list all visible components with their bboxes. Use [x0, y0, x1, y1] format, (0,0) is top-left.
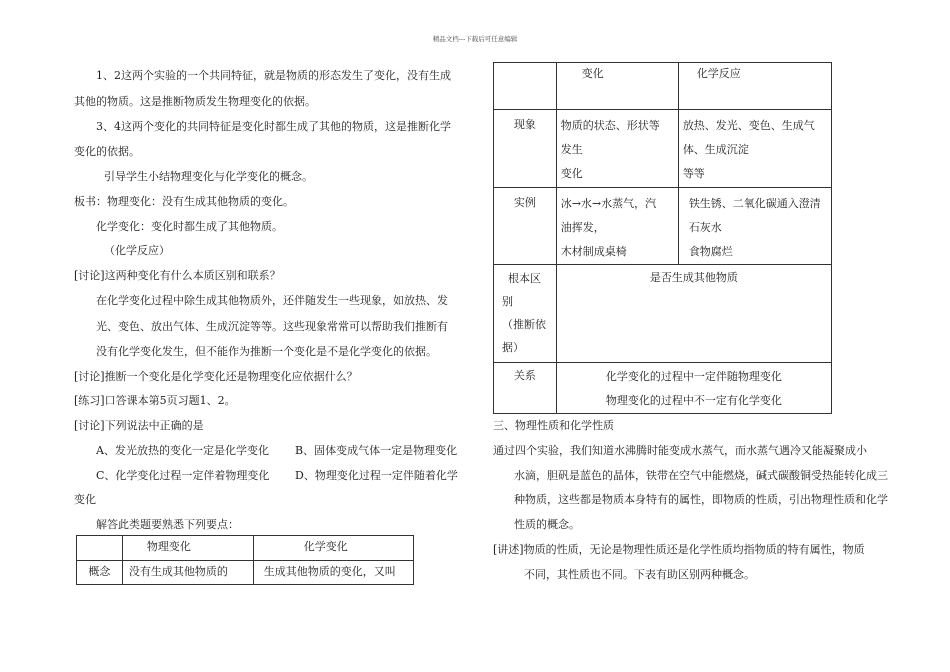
examples-chemical — [678, 188, 831, 265]
narration-line: [讲述]物质的性质，无论是物理性质还是化学性质均指物质的特有属性，物质 — [493, 543, 865, 556]
text-line: 3、4这两个变化的共同特征是变化时都生成了其他的物质，这是推断化学 — [96, 120, 451, 133]
phenomena-chemical — [678, 110, 831, 188]
table-cell: 变化 — [556, 63, 678, 110]
table-cell — [77, 536, 123, 561]
cell-line: 油挥发， — [560, 221, 605, 234]
cell-line: 体、生成沉淀 — [682, 143, 749, 156]
comparison-table — [493, 62, 832, 414]
text-line: 种物质，这些都是物质本身特有的属性，即物质的性质，引出物理性质和化学 — [514, 493, 888, 506]
cell-line: 变化 — [560, 167, 583, 180]
option-d: D、物理变化过程一定伴随着化学 — [295, 469, 458, 482]
cell-line: 放热、发光、变色、生成气 — [682, 119, 815, 132]
cell-line: 冰→水→水蒸气，汽 — [560, 197, 657, 210]
cell-line: 石灰水 — [688, 221, 722, 234]
cell-line: 物质的状态、形状等 — [560, 119, 660, 132]
text-line: 没有化学变化发生，但不能作为推断一个变化是不是化学变化的依据。 — [96, 345, 437, 358]
option-a: A、发光放热的变化一定是化学变化 — [96, 444, 269, 457]
cell-line: 木材制成桌椅 — [560, 245, 627, 258]
cell-line: 食物腐烂 — [688, 245, 733, 258]
text-line: 变化的依据。 — [74, 145, 140, 158]
cell-line: 化学变化的过程中一定伴随物理变化 — [605, 370, 782, 383]
row-label-examples: 实例 — [494, 188, 557, 265]
text-line: 通过四个实验，我们知道水沸腾时能变成水蒸气，而水蒸气遇冷又能凝聚成小 — [493, 444, 867, 457]
row-label-relation: 关系 — [494, 363, 557, 414]
row-label-phenomena: 现象 — [494, 110, 557, 188]
text-line: 其他的物质。这是推断物质发生物理变化的依据。 — [74, 95, 316, 108]
table-cell: 化学反应 — [678, 63, 831, 110]
text-line: （化学反应） — [104, 244, 170, 257]
text-line: 化学变化：变化时都生成了其他物质。 — [96, 220, 283, 233]
option-b: B、固体变成气体一定是物理变化 — [295, 444, 458, 457]
cell-line: 物理变化的过程中不一定有化学变化 — [605, 394, 782, 407]
text-line: 性质的概念。 — [514, 518, 580, 531]
page-header: 精品文档---下载后可任意编辑 — [432, 35, 518, 43]
cell-line: 别 — [502, 295, 513, 308]
text-line: 引导学生小结物理变化与化学变化的概念。 — [104, 170, 313, 183]
cell-line: 发生 — [560, 143, 583, 156]
cell-line: 据） — [502, 341, 524, 354]
text-line: 1、2这两个实验的一个共同特征，就是物质的形态发生了变化，没有生成 — [96, 69, 451, 82]
text-line: 板书：物理变化：没有生成其他物质的变化。 — [74, 195, 294, 208]
text-line: 水滴，胆矾是蓝色的晶体，铁带在空气中能燃烧，碱式碳酸铜受热能转化成三 — [514, 469, 888, 482]
discussion-line: [讨论]这两种变化有什么本质区别和联系？ — [74, 269, 281, 282]
text-line: 解答此类题要熟悉下列要点： — [96, 518, 239, 531]
examples-physical — [556, 188, 678, 265]
table-cell: 没有生成其他物质的 — [122, 561, 253, 585]
cell-line: 铁生锈、二氧化碳通入澄清 — [688, 197, 821, 210]
text-line: 变化 — [74, 493, 96, 506]
text-line: 在化学变化过程中除生成其他物质外，还伴随发生一些现象，如放热、发 — [96, 294, 448, 307]
phenomena-physical — [556, 110, 678, 188]
cell-line: 等等 — [682, 167, 705, 180]
exercise-line: [练习]口答课本第5页习题1、2。 — [74, 394, 236, 407]
essence-content: 是否生成其他物质 — [556, 265, 831, 363]
table-header-physical: 物理变化 — [122, 536, 253, 561]
cell-line: 根本区 — [508, 272, 541, 285]
cell-line: （推断依 — [502, 318, 546, 331]
relation-content — [556, 363, 831, 414]
row-label-essence — [494, 265, 557, 363]
discussion-line: [讨论]下列说法中正确的是 — [74, 419, 204, 432]
discussion-line: [讨论]推断一个变化是化学变化还是物理变化应依据什么？ — [74, 370, 358, 383]
concept-table — [76, 535, 414, 585]
table-cell — [494, 63, 557, 110]
table-header-chemical: 化学变化 — [253, 536, 413, 561]
table-cell: 生成其他物质的变化，又叫 — [253, 561, 413, 585]
option-c: C、化学变化过程一定伴着物理变化 — [96, 469, 270, 482]
table-row-label: 概念 — [77, 561, 123, 585]
text-line: 不同，其性质也不同。下表有助区别两种概念。 — [524, 568, 755, 581]
section-title: 三、物理性质和化学性质 — [493, 419, 614, 432]
text-line: 光、变色、放出气体、生成沉淀等等。这些现象常常可以帮助我们推断有 — [96, 320, 448, 333]
